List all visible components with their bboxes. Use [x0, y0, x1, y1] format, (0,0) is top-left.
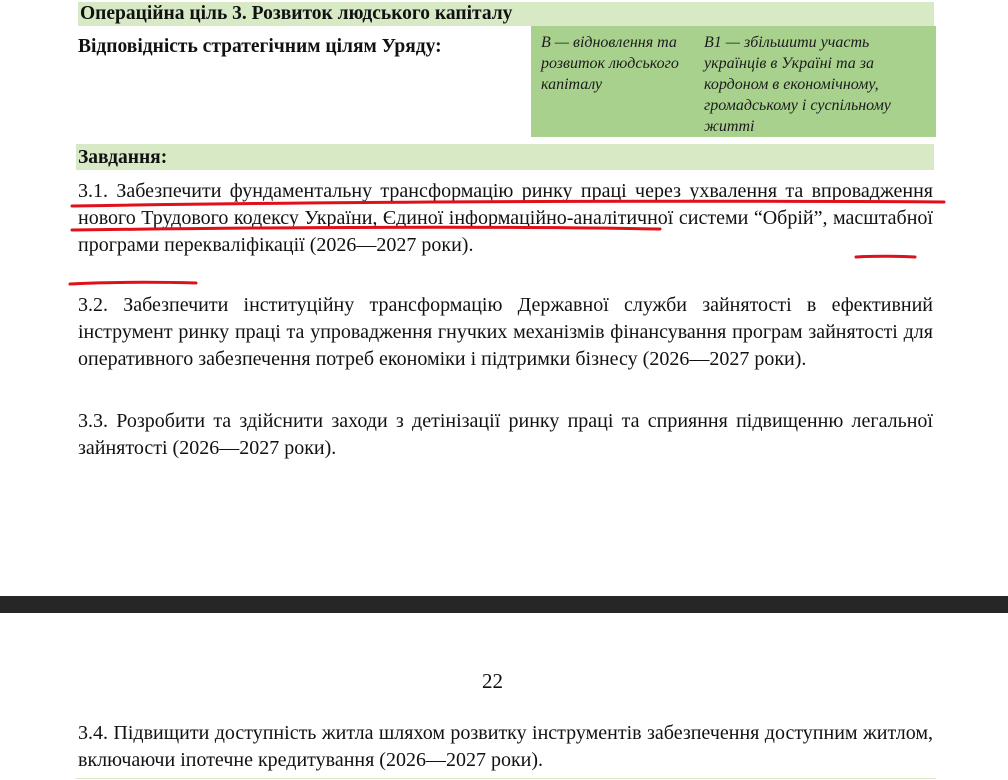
conformity-label: Відповідність стратегічним цілям Уряду:: [78, 36, 442, 57]
task-3-2: 3.2. Забезпечити інституційну трансформацію Державної служби зайнятості в ефективний інструмент ринку праці та упровадження гнучких механізмів фінансування програм зайнятості для оперативного забезпечення потреб економіки і підтримки бізнесу (2026—2027 роки).: [78, 294, 933, 370]
section-title: Операційна ціль 3. Розвиток людського капіталу: [78, 2, 934, 26]
page-number: 22: [482, 669, 503, 693]
tasks-heading: Завдання:: [76, 144, 934, 170]
task-3-1: 3.1. Забезпечити фундаментальну трансформацію ринку праці через ухвалення та впровадження нового Трудового кодексу України, Єдиної інформаційно-аналітичної системи “Обрій”, масштабної програми перекваліфікації (2026—2027 роки).: [78, 180, 933, 256]
goal-cell-b: В — відновлення та розвиток людського капіталу: [531, 26, 694, 137]
task-3-3: 3.3. Розробити та здійснити заходи з детінізації ринку праці та сприяння підвищенню легальної зайнятості (2026—2027 роки).: [78, 410, 933, 459]
page-divider: [0, 596, 1008, 613]
bottom-green-rule: [76, 778, 936, 779]
goal-cell-b1: В1 — збільшити участь українців в Україні та за кордоном в економічному, громадському і суспільному житті: [694, 26, 936, 137]
task-3-4: 3.4. Підвищити доступність житла шляхом розвитку інструментів забезпечення доступним житлом, включаючи іпотечне кредитування (2026—2027 роки).: [78, 722, 933, 771]
underline-stroke-4: [70, 282, 196, 284]
